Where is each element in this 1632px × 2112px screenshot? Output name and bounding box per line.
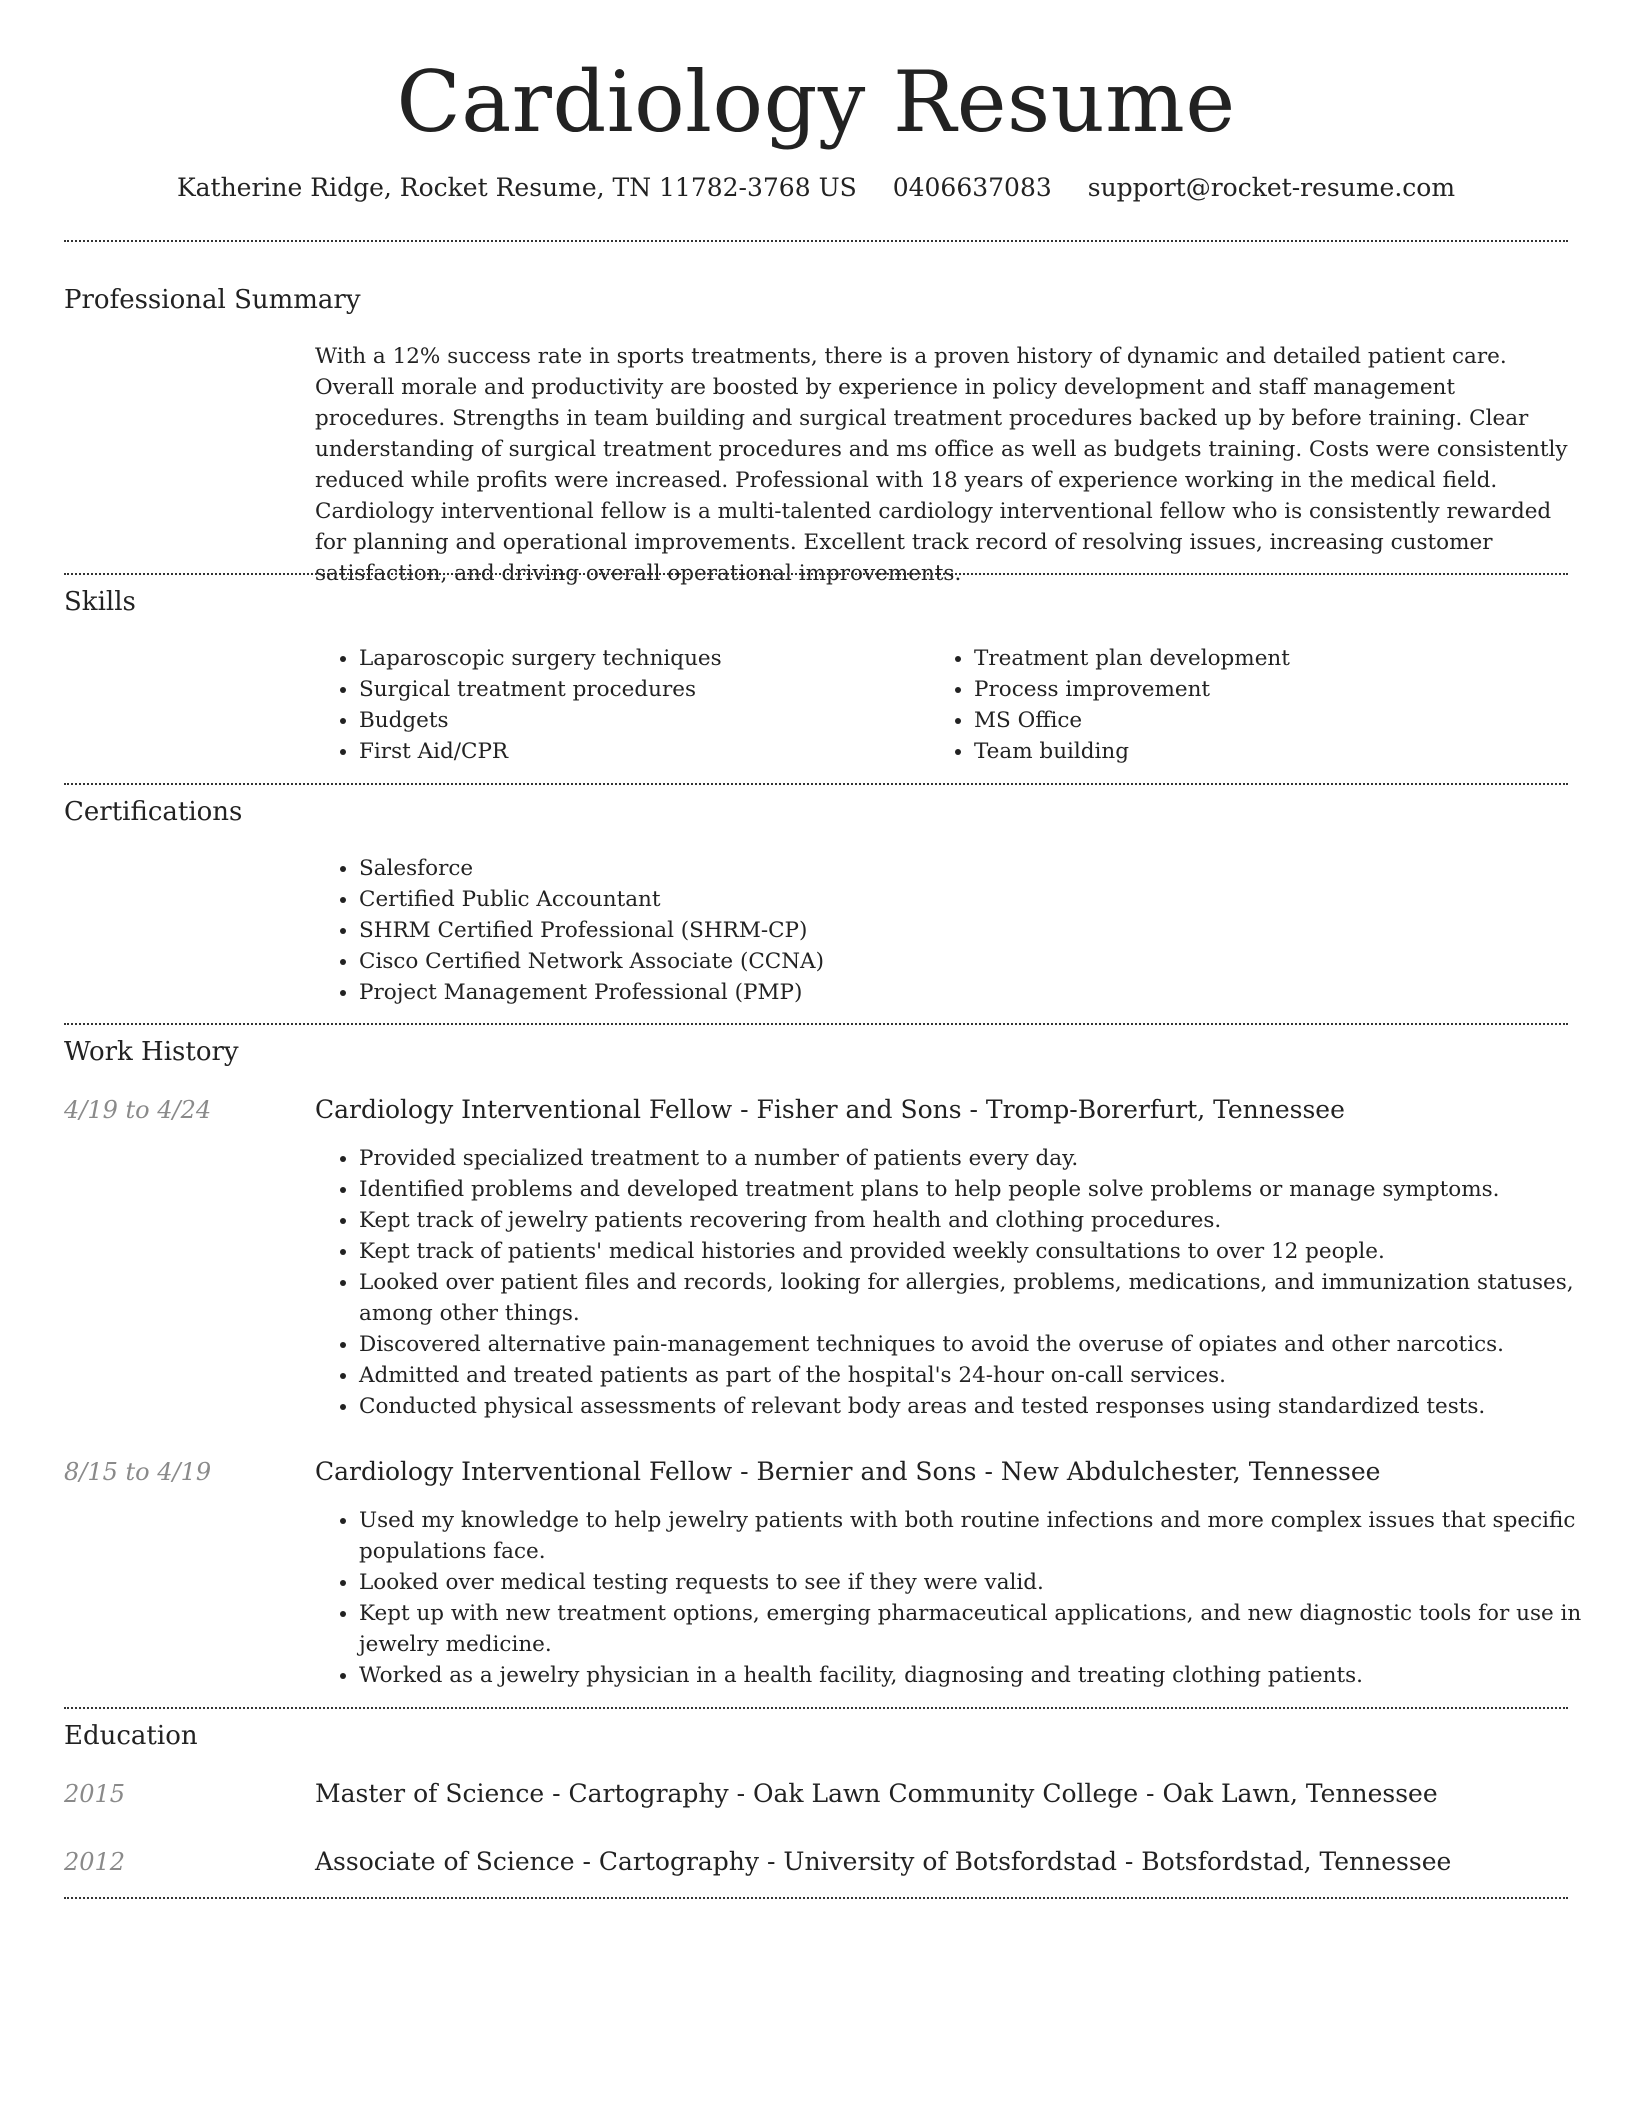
job-bullet: • Used my knowledge to help jewelry patients with both routine infections and more complex issues that specific populations face.	[359, 1505, 1614, 1567]
job-bullet: • Identified problems and developed treatment plans to help people solve problems or manage symptoms.	[359, 1174, 1614, 1205]
divider	[64, 1023, 1568, 1025]
job-bullet: • Provided specialized treatment to a number of patients every day.	[359, 1143, 1614, 1174]
certification-item: • Cisco Certified Network Associate (CCNA)	[359, 946, 1559, 977]
resume-title: Cardiology Resume	[396, 53, 1236, 151]
job-bullet: • Discovered alternative pain-management techniques to avoid the overuse of opiates and other narcotics.	[359, 1329, 1614, 1360]
skill-item: • Surgical treatment procedures	[359, 674, 919, 705]
certification-item: • Project Management Professional (PMP)	[359, 977, 1559, 1008]
education-degree: Associate of Science - Cartography - University of Botsfordstad - Botsfordstad, Tennessee	[315, 1847, 1452, 1876]
summary-text: With a 12% success rate in sports treatments, there is a proven history of dynamic and detailed patient care. Overall morale and productivity are boosted by experience in policy development and staff management procedures. Strengths in team building and surgical treatment procedures backed up by before training. Clear understanding of surgical treatment procedures and ms office as well as budgets training. Costs were consistently reduced while profits were increased. Professional with 18 years of experience working in the medical field. Cardiology interventional fellow is a multi-talented cardiology interventional fellow who is consistently rewarded for planning and operational improvements. Excellent track record of resolving issues, increasing customer satisfaction, and driving overall operational improvements.	[315, 344, 1568, 586]
skills-list-right	[930, 643, 1574, 767]
certification-item: • SHRM Certified Professional (SHRM-CP)	[359, 915, 1559, 946]
skill-item: • Laparoscopic surgery techniques	[359, 643, 919, 674]
job-bullet: • Admitted and treated patients as part of the hospital's 24-hour on-call services.	[359, 1360, 1614, 1391]
job-dates: 4/19 to 4/24	[64, 1096, 212, 1124]
divider	[64, 1897, 1568, 1899]
contact-line	[0, 170, 1632, 206]
job-title: Cardiology Interventional Fellow - Bernier and Sons - New Abdulchester, Tennessee	[315, 1457, 1381, 1486]
contact-address: Katherine Ridge, Rocket Resume, TN 11782-3768 US	[176, 173, 857, 202]
education-year: 2015	[64, 1780, 126, 1808]
certifications-list	[315, 853, 1559, 1008]
certification-item: • Salesforce	[359, 853, 1559, 884]
education-degree: Master of Science - Cartography - Oak Lawn Community College - Oak Lawn, Tennessee	[315, 1779, 1438, 1808]
skill-item: • MS Office	[974, 705, 1574, 736]
contact-phone: 0406637083	[892, 173, 1052, 202]
job-bullets	[315, 1143, 1614, 1422]
job-bullet: • Kept up with new treatment options, emerging pharmaceutical applications, and new diagnostic tools for use in jewelry medicine.	[359, 1598, 1614, 1660]
job-bullet: • Worked as a jewelry physician in a health facility, diagnosing and treating clothing patients.	[359, 1660, 1614, 1691]
skill-item: • First Aid/CPR	[359, 736, 919, 767]
divider	[64, 783, 1568, 785]
section-heading-education: Education	[64, 1721, 198, 1751]
job-bullet: • Kept track of jewelry patients recovering from health and clothing procedures.	[359, 1205, 1614, 1236]
divider	[64, 1707, 1568, 1709]
education-year: 2012	[64, 1848, 126, 1876]
skill-item: • Treatment plan development	[974, 643, 1574, 674]
job-dates: 8/15 to 4/19	[64, 1458, 212, 1486]
job-bullets	[315, 1505, 1614, 1691]
section-heading-skills: Skills	[64, 587, 136, 617]
section-heading-work: Work History	[64, 1037, 239, 1067]
divider	[64, 240, 1568, 242]
divider	[64, 573, 1568, 575]
contact-email[interactable]: support@rocket-resume.com	[1087, 173, 1456, 202]
skill-item: • Team building	[974, 736, 1574, 767]
job-title: Cardiology Interventional Fellow - Fisher and Sons - Tromp-Borerfurt, Tennessee	[315, 1095, 1345, 1124]
skills-list-left	[315, 643, 919, 767]
certification-item: • Certified Public Accountant	[359, 884, 1559, 915]
job-bullet: • Looked over patient files and records, looking for allergies, problems, medications, and immunization statuses, among other things.	[359, 1267, 1614, 1329]
skill-item: • Budgets	[359, 705, 919, 736]
job-bullet: • Kept track of patients' medical histories and provided weekly consultations to over 12 people.	[359, 1236, 1614, 1267]
section-heading-summary: Professional Summary	[64, 285, 361, 315]
skill-item: • Process improvement	[974, 674, 1574, 705]
job-bullet: • Looked over medical testing requests to see if they were valid.	[359, 1567, 1614, 1598]
job-bullet: • Conducted physical assessments of relevant body areas and tested responses using standardized tests.	[359, 1391, 1614, 1422]
section-heading-certifications: Certifications	[64, 797, 243, 827]
